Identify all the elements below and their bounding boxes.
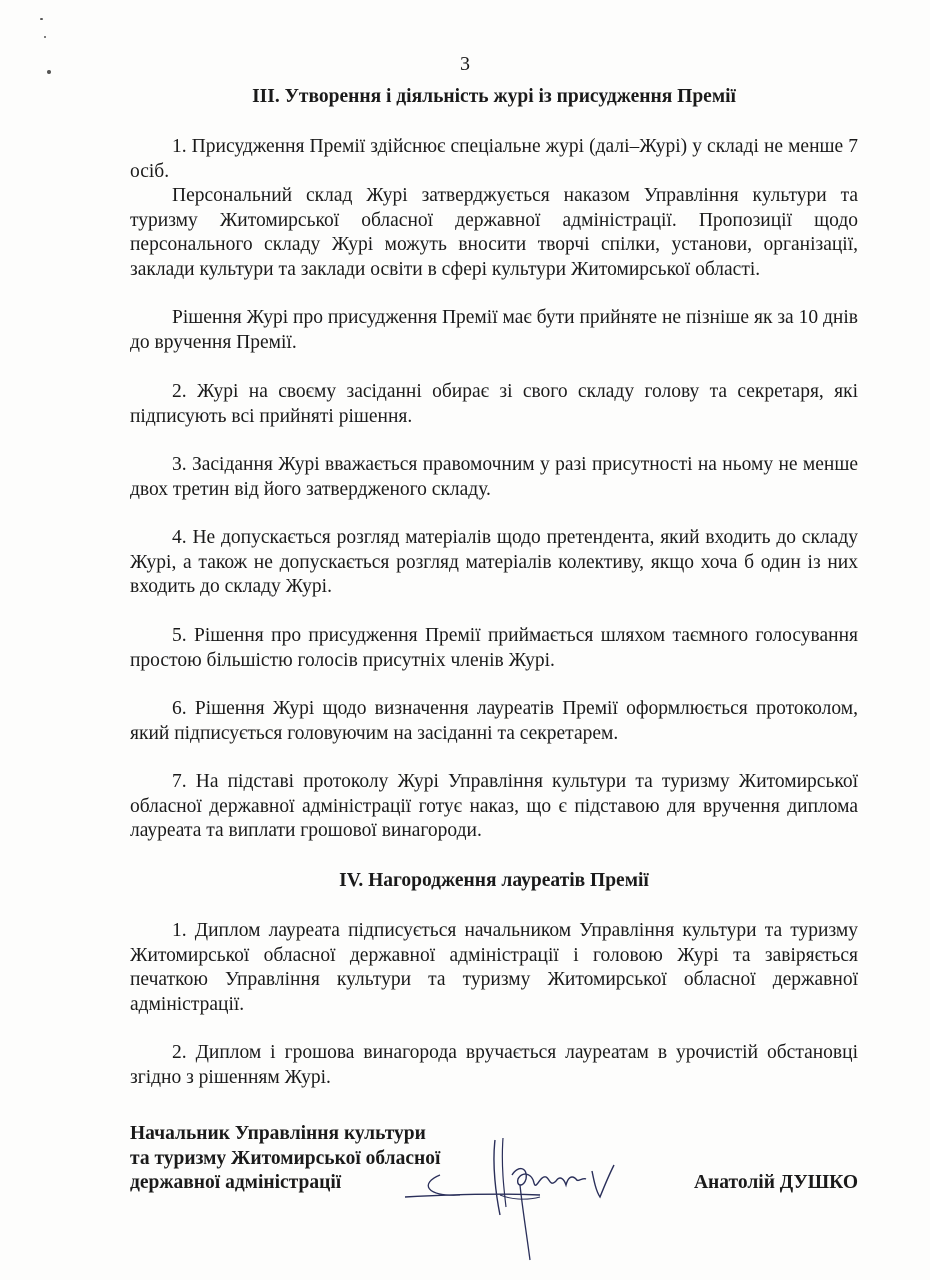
section-3-paragraph: Персональний склад Журі затверджується наказом Управління культури та туризму Житомирської обласної державної адміністрації. Пропозиції щодо персонального складу Журі можуть вносити творчі спілки, установи, організації, заклади культури та заклади освіти в сфері культури Житомирської області. <box>130 185 858 280</box>
section-3-title: III. Утворення і діяльність журі із присудження Премії <box>252 86 736 107</box>
section-3-paragraph: 5. Рішення про присудження Премії приймається шляхом таємного голосування простою більшістю голосів присутніх членів Журі. <box>130 625 858 671</box>
section-3-paragraph: 3. Засідання Журі вважається правомочним у разі присутності на ньому не менше двох третин від його затвердженого складу. <box>130 454 858 500</box>
section-3-paragraph: 4. Не допускається розгляд матеріалів щодо претендента, який входить до складу Журі, а також не допускається розгляд матеріалів колективу, якщо хоча б один із них входить до складу Журі. <box>130 527 858 597</box>
section-4-paragraph: 1. Диплом лауреата підписується начальником Управління культури та туризму Житомирської обласної державної адміністрації і головою Журі та завіряється печаткою Управління культури та туризму Житомирської обласної державної адміністрації. <box>130 920 858 1015</box>
section-3-paragraph: 1. Присудження Премії здійснює спеціальне журі (далі–Журі) у складі не менше 7 осіб. <box>130 136 858 182</box>
signatory-position <box>130 1122 440 1196</box>
signatory-position-line: державної адміністрації <box>130 1172 342 1193</box>
handwritten-signature <box>400 1135 630 1265</box>
scan-speck <box>40 18 43 20</box>
signatory-name: Анатолій ДУШКО <box>693 1172 858 1193</box>
signatory-position-line: та туризму Житомирської обласної <box>130 1147 441 1169</box>
section-4-title: IV. Нагородження лауреатів Премії <box>339 870 649 891</box>
section-4-paragraph: 2. Диплом і грошова винагорода вручається лауреатам в урочистій обстановці згідно з рішенням Журі. <box>130 1042 858 1088</box>
signatory-position-line: Начальник Управління культури <box>130 1123 426 1144</box>
scan-speck <box>44 36 46 38</box>
section-3-paragraph: 6. Рішення Журі щодо визначення лауреатів Премії оформлюється протоколом, який підписується головуючим на засіданні та секретарем. <box>130 698 858 744</box>
section-3-paragraph: 2. Журі на своєму засіданні обирає зі свого складу голову та секретаря, які підписують всі прийняті рішення. <box>130 381 858 427</box>
section-3-paragraph: 7. На підставі протоколу Журі Управління культури та туризму Житомирської обласної державної адміністрації готує наказ, що є підставою для вручення диплома лауреата та виплати грошової винагороди. <box>130 771 858 841</box>
section-3-paragraph: Рішення Журі про присудження Премії має бути прийняте не пізніше як за 10 днів до вручення Премії. <box>130 307 858 353</box>
page-number: 3 <box>460 53 470 75</box>
